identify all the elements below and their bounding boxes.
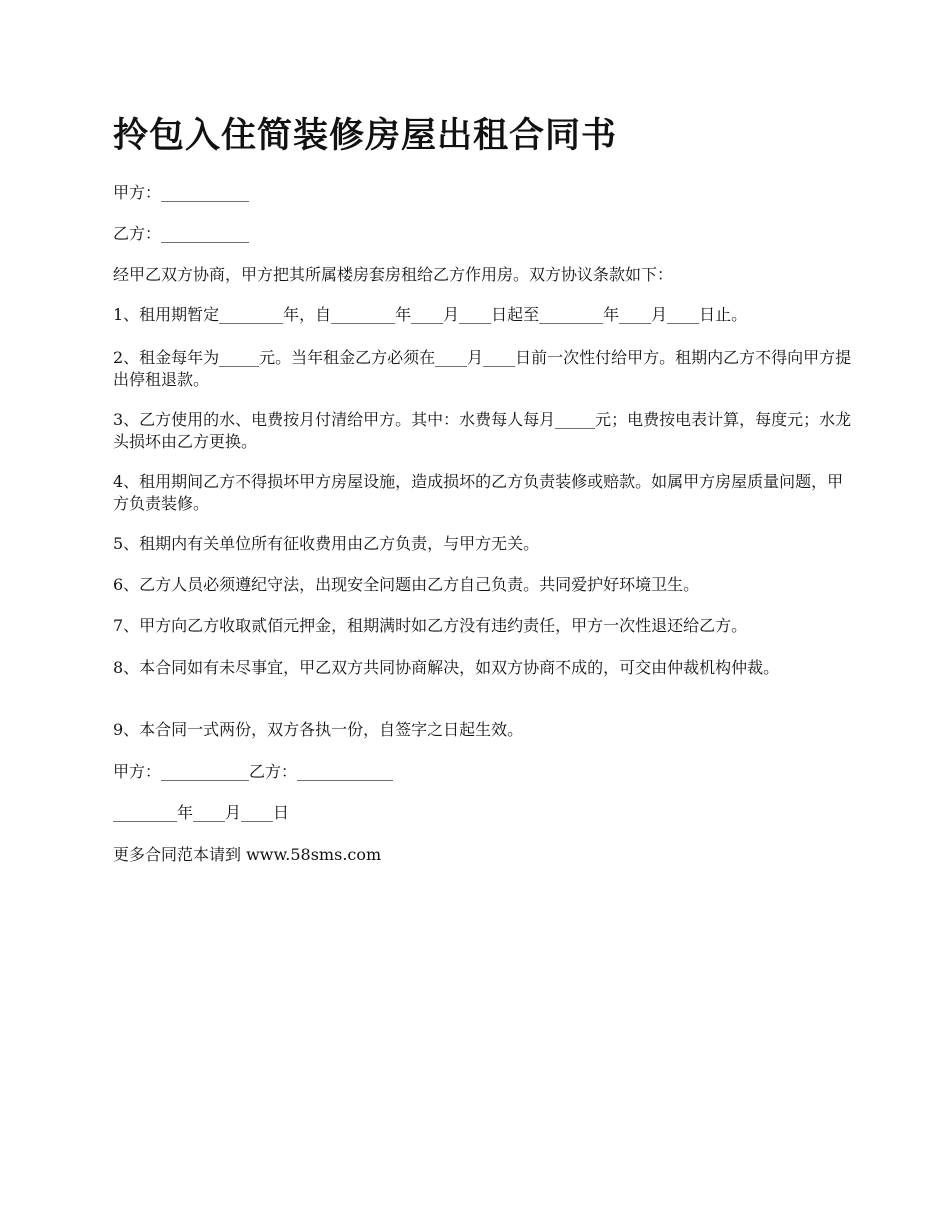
clause-9: 9、本合同一式两份，双方各执一份，自签字之日起生效。 xyxy=(113,720,524,739)
clause-8: 8、本合同如有未尽事宜，甲乙双方共同协商解决，如双方协商不成的，可交由仲裁机构仲裁。 xyxy=(113,658,780,677)
date-line: ________年____月____日 xyxy=(113,803,290,822)
party-a-line: 甲方：___________ xyxy=(113,183,250,202)
clause-1: 1、租用期暂定________年，自________年____月____日起至________年____月____日止。 xyxy=(113,305,748,324)
clause-4: 4、租用期间乙方不得损坏甲方房屋设施，造成损坏的乙方负责装修或赔款。如属甲方房屋质量问题，甲方负责装修。 xyxy=(113,472,844,513)
signature-line: 甲方：___________乙方：____________ xyxy=(113,762,394,781)
clause-3: 3、乙方使用的水、电费按月付清给甲方。其中：水费每人每月_____元；电费按电表计算，每度元；水龙头损坏由乙方更换。 xyxy=(113,410,852,451)
clause-7: 7、甲方向乙方收取贰佰元押金，租期满时如乙方没有违约责任，甲方一次性退还给乙方。 xyxy=(113,616,748,635)
clause-2: 2、租金每年为_____元。当年租金乙方必须在____月____日前一次性付给甲方。租期内乙方不得向甲方提出停租退款。 xyxy=(113,348,852,389)
footer-link-text: 更多合同范本请到 www.58sms.com xyxy=(113,845,382,864)
intro-paragraph: 经甲乙双方协商，甲方把其所属楼房套房租给乙方作用房。双方协议条款如下： xyxy=(113,265,674,284)
clause-5: 5、租期内有关单位所有征收费用由乙方负责，与甲方无关。 xyxy=(113,534,540,553)
party-b-line: 乙方：___________ xyxy=(113,224,250,243)
clause-6: 6、乙方人员必须遵纪守法，出现安全问题由乙方自己负责。共同爱护好环境卫生。 xyxy=(113,575,700,594)
document-title: 拎包入住简装修房屋出租合同书 xyxy=(113,116,618,156)
